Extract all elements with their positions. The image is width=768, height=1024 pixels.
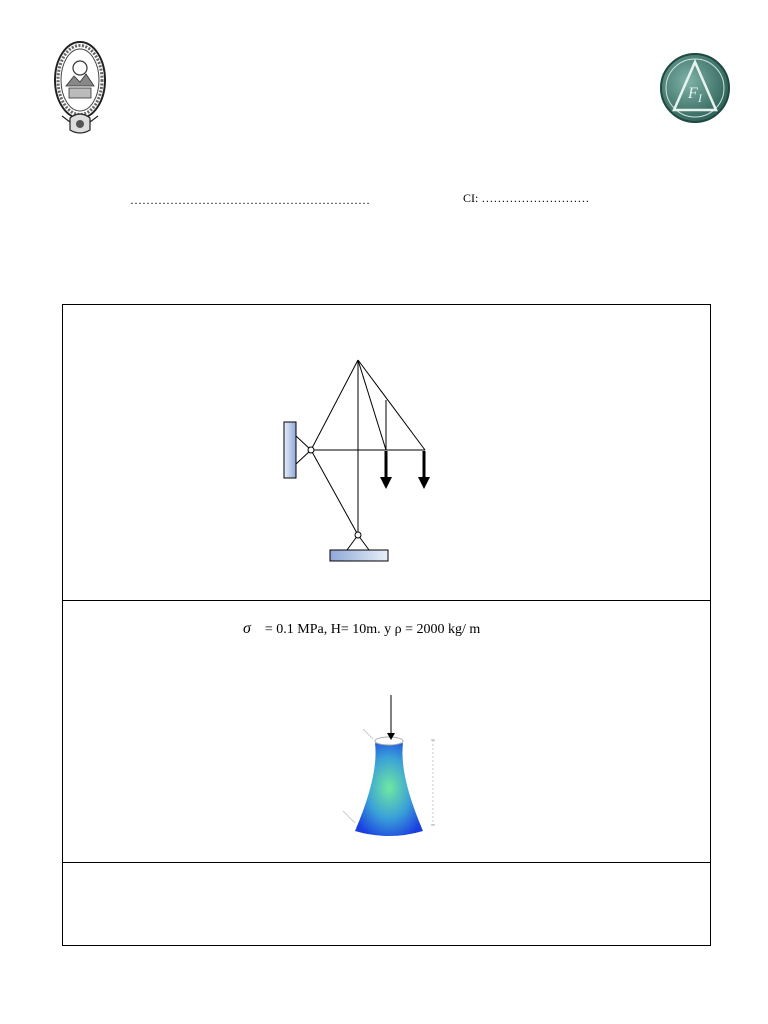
- cooling-tower-diagram: [333, 695, 453, 845]
- problem-table: [62, 304, 711, 946]
- ground-support: [330, 550, 388, 561]
- problem-row-3: [63, 863, 710, 945]
- ci-field-line[interactable]: CI: ………………………: [463, 191, 590, 205]
- formula-line: [243, 620, 480, 638]
- truss-diagram: [63, 305, 710, 600]
- university-seal-logo: [52, 38, 108, 138]
- pin-joint-left: [308, 447, 314, 453]
- formula-text: = 0.1 MPa, H= 10m. y ρ = 2000 kg/ m: [264, 622, 481, 637]
- sigma-symbol: σ: [243, 620, 251, 637]
- svg-text:I: I: [698, 91, 702, 105]
- name-field-line[interactable]: ……………………………………………………: [130, 193, 370, 207]
- pin-joint-bottom: [355, 532, 361, 538]
- faculty-emblem-logo: [658, 52, 732, 124]
- tower-body: [355, 743, 423, 836]
- tower-top: [375, 737, 403, 745]
- wall-support: [284, 422, 296, 478]
- svg-text:F: F: [688, 85, 698, 102]
- problem-row-2: [63, 600, 710, 863]
- problem-row-1: [63, 305, 710, 601]
